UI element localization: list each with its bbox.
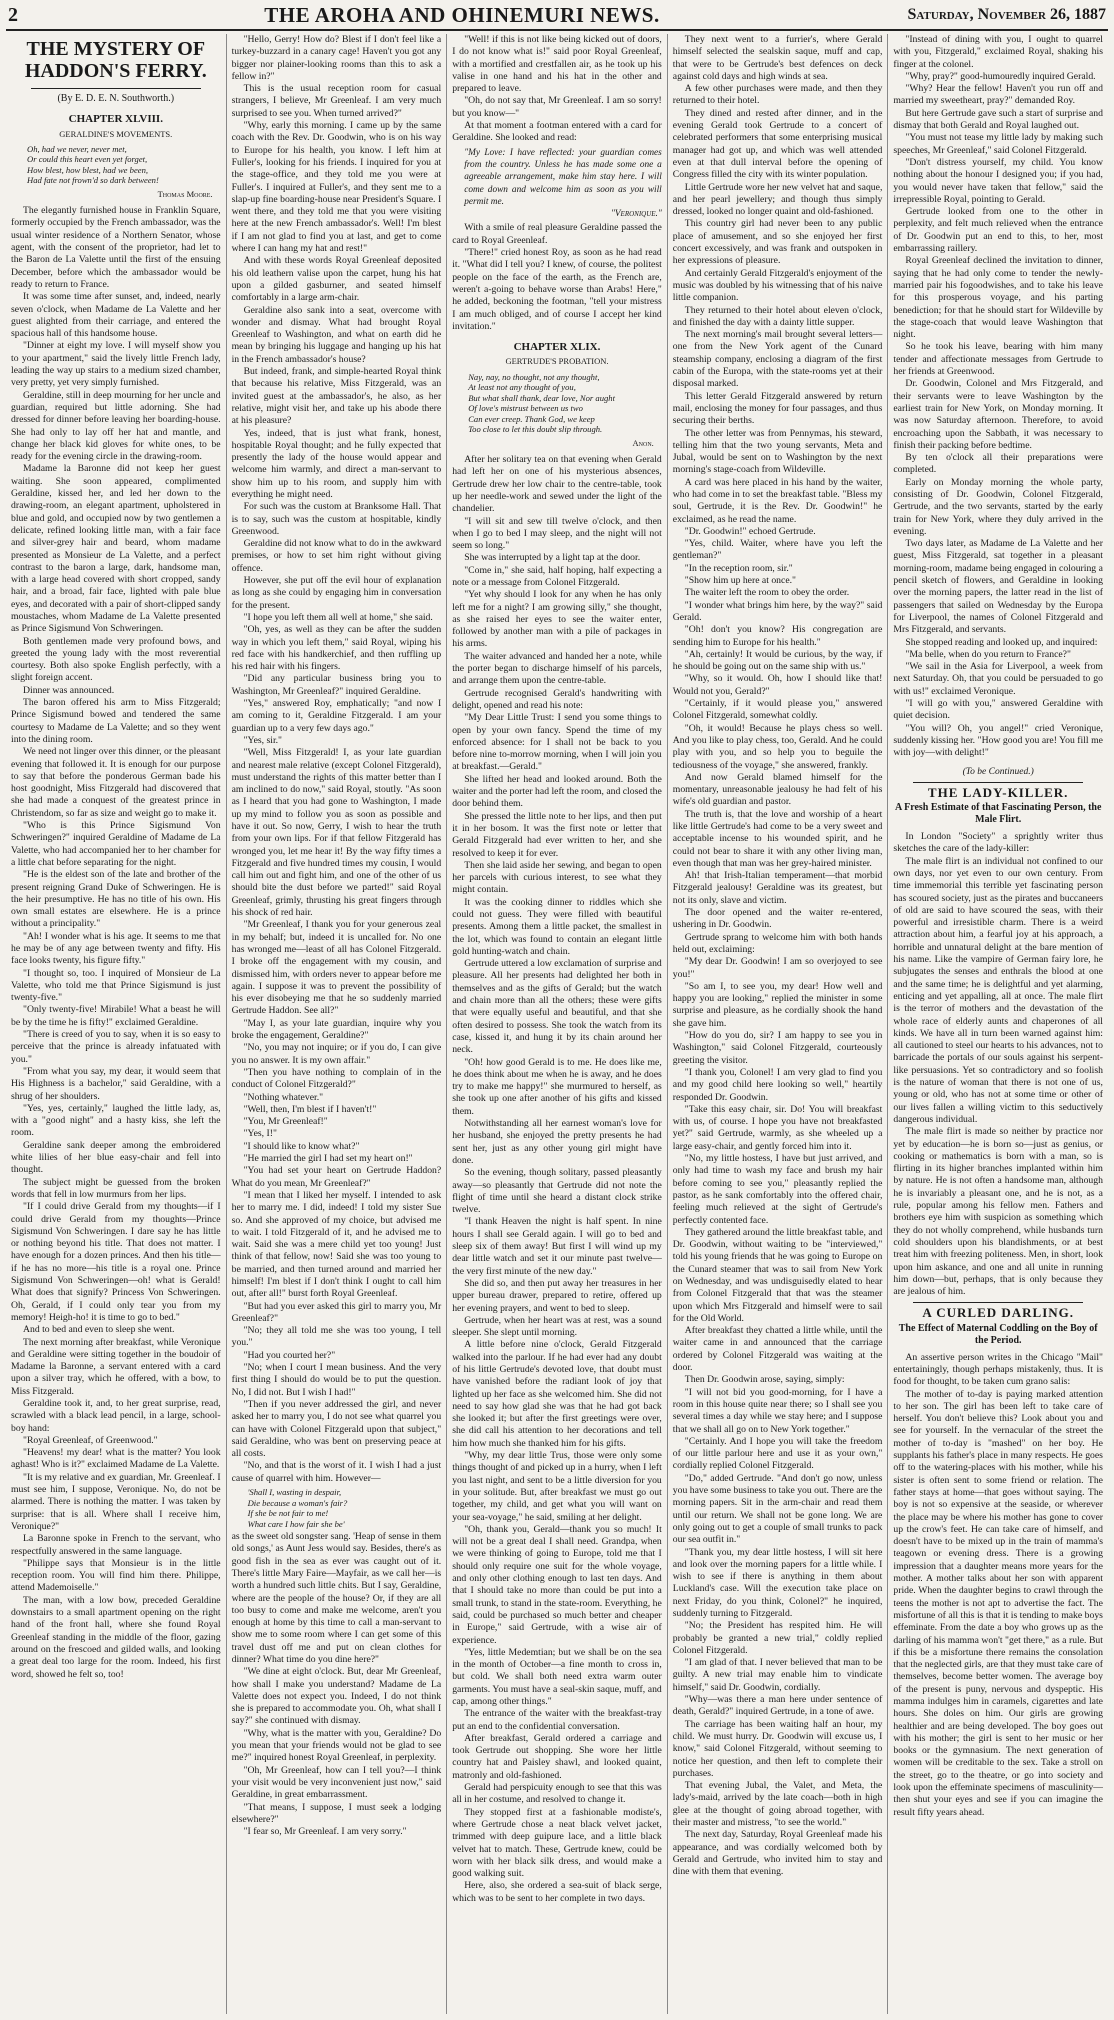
- paragraph: "There!" cried honest Roy, as soon as he had read it. "What did I tell you? I knew, of course, the politest people on the face of the earth, as the French are, weren't a-going to behave worse than Arabs! Here," he added, beckoning the footman, "tell your mistress I am much obliged, and of course I accept her kind invitation.": [452, 247, 662, 332]
- byline: (By E. D. E. N. Southworth.): [57, 93, 175, 104]
- paragraph: Royal Greenleaf declined the invitation to dinner, saying that he had only come to tender the newly-married pair his fogoodwishes, and to take his leave for this prosperous voyage, and his parting benediction; for that he should start for Wildeville by the stage-coach that would leave Washington that night.: [893, 255, 1103, 341]
- paragraph: A card was here placed in his hand by the waiter, who had come in to set the breakfast table. "Bless my soul, Gertrude, it is the Rev. Dr. Goodwin!" he exclaimed, as he read the name.: [672, 476, 883, 525]
- chapter-heading: CHAPTER XLVIII.: [68, 113, 163, 126]
- paragraph: "Certainly. And I hope you will take the freedom of our little parlour here and use it as your own," cordially replied Colonel Fitzgerald.: [672, 1435, 883, 1472]
- paragraph: "Why? Hear the fellow! Haven't you run off and married my sweetheart, pray?" demanded Roy.: [893, 83, 1103, 107]
- paragraph: "Well, then, I'm blest if I haven't!": [243, 1103, 377, 1115]
- paragraph: She did so, and then put away her treasures in her upper bureau drawer, prepared to retire, offered up her evening prayers, and went to bed to sleep.: [452, 1277, 662, 1314]
- page-number: 2: [8, 3, 18, 26]
- paragraph: "He is the eldest son of the late and brother of the present reigning Grand Duke of Schweringen. He is the heir presumptive. He has no title of his own. His own small estates are elsewhere. He is a prince without a principality.": [11, 869, 221, 930]
- paragraph: "I will sit and sew till twelve o'clock, and then when I go to bed I may sleep, and the night will not seem so long.": [452, 515, 662, 552]
- section-heading-curled-darling: A CURLED DARLING.: [922, 1305, 1075, 1321]
- paragraph: Both gentlemen made very profound bows, and greeted the young lady with the most reverential courtesy. Both also spoke English perfectly, with a slight foreign accent.: [11, 635, 221, 684]
- paragraph: "Well, Miss Fitzgerald! I, as your late guardian and nearest male relative (except Colonel Fitzgerald), must understand the rights of this matter better than I am inclined to do now," said Royal, stoutly. "As soon as I heard that you had gone to Washington, I made up my mind to follow you as soon as possible and have it out. So now, Gerry, I wish to hear the truth from your own lips. For if that fellow Fitzgerald has wronged you, let me hear it! By the way fifty times a Fitzgerald and five hundred times my cousin, I would call him out and fight him, and one of the other of us should bite the dust before we parted!" said Royal Greenleaf, grimly, thrusting his great fingers through his shock of red hair.: [231, 747, 442, 919]
- paragraph: The next day, Saturday, Royal Greenleaf made his appearance, and was cordially welcomed both by Gerald and Gertrude, who invited him to stay and dine with them that evening.: [672, 1829, 883, 1878]
- paragraphs: [452, 34, 662, 145]
- paragraph: "Oh, thank you, Gerald—thank you so much! It will not be a great deal I shall need. Grandpa, when we were thinking of going to Europe, told me that I should only require one suit for the whole voyage, and only other clothing enough to last ten days. And that I should take no more than could be put into a small trunk, to stand in the state-room. Everything, he said, could be purchased so much better and cheaper in Europe," said Gertrude, with a wise air of experience.: [452, 1523, 662, 1646]
- paragraph: "Why, pray?" good-humouredly inquired Gerald.: [905, 70, 1096, 82]
- paragraphs: [673, 34, 883, 1879]
- paragraph: And certainly Gerald Fitzgerald's enjoyment of the music was doubled by his witnessing that of his naive little companion.: [672, 267, 883, 304]
- paragraph: "Oh, Mr Greenleaf, how can I tell you?—I think your visit would be very inconvenient just now," said Geraldine, in great embarrassment.: [231, 1764, 442, 1801]
- paragraph: "Mr Greenleaf, I thank you for your generous zeal in my behalf; but, indeed it is uncalled for. No one has wronged me—least of all has Colonel Fitzgerald. I broke off the engagement with my cousin, and dismissed him, with orders never to appear before me again. I suppose it was to prevent the possibility of his ever disobeying me that he so suddenly married Gertrude Haddon. See all?": [231, 919, 442, 1017]
- verse-line: Oh, had we never, never met,: [27, 143, 127, 154]
- paragraph: They dined and rested after dinner, and in the evening Gerald took Gertrude to a concert of celebrated performers that some enterprising musical manager had got up, and which was well attended even at that dull interval before the opening of Congress filled the city with its winter population.: [672, 107, 883, 181]
- paragraph: "No, my little hostess, I have but just arrived, and only had time to wash my face and brush my hair before coming to see you," pleasantly replied the pastor, as he sank comfortably into the offered chair, feeling much relieved at the sight of Gertrude's perfectly contented face.: [672, 1153, 883, 1226]
- paragraph: The male flirt is an individual not confined to our own days, nor yet even to our own century. From time immemorial this terrible yet fascinating person has scoured society, just as the pirates and buccaneers of old are said to have scoured the seas, with their powerful and irresistible charm. There is a weird attraction about him, a fearful joy at his approach, a horrible and unnatural delight at the bare mention of his name. Like the vampire of German fairy lore, he subjugates the senses and enthrals the blood at one and the same time; he is delightful and yet alarming, enticing and yet appalling, all at once. The male flirt is the terror of mothers and the devastation of the whole race of elderly aunts and chaperones of all kinds. We have all in turn been warned against him: all cautioned to steel our hearts to his advances, not to barricade the portals of our souls against his serpent-like persuasions. Yet so contradictory and so foolish is the nature of woman that there is not one of us, young or old, who has not at some time or other of our lives fallen a willing victim to this seductively dangerous individual.: [893, 855, 1103, 1125]
- paragraph: "Yes, little Medemtian; but we shall be on the sea in the month of October—a fine month to cross in, but cold. We shall both need extra warm outer garments. You must have a seal-skin saque, muff, and cap, among other things.": [452, 1646, 662, 1707]
- paragraph: "You had set your heart on Gertrude Haddon? What do you mean, Mr Greenleaf?": [231, 1165, 442, 1189]
- paragraph: La Baronne spoke in French to the servant, who respectfully answered in the same language.: [11, 1533, 221, 1557]
- paragraph: The mother of to-day is paying marked attention to her son. The girl has been left to take care of herself. You don't believe this? Look about you and see for yourself. In the vernacular of the street the mother of to-day is "mashed" on her boy. He supplants his father's place in many respects. He goes off to the watering-places with his mother, while his sister is often sent to some friend or relation. The father stays at home—that goes without saying. The boy is not so expensive at the seaside, or wherever the place may be where his mother has gone to cover up the crow's feet. He can take care of himself, and doesn't have to be mixed up in the train of mamma's teagown or evening dress. There is a growing impression that a daughter means more years for the mother. A mother talks about her son with apparent pride. When the daughter begins to crawl through the teens the mother is not apt to advertise the fact. The misfortune of all this is that it is tending to make boys effeminate. From the date a boy who grows up as the darling of his mamma won't "get there," as a rule. But if this be a misfortune there remains the consolation that the neglected girls, are that they must take care of themselves, become better women. The average boy of the present is puny, nervous and dyspeptic. His mamma indulges him in caramels, cigarettes and late hours. She doles on him. Our girls are growing healthier and are being developed. The boy goes out with his mother; the girl is sent to her music or her books or the gymnasium. The next generation of women will be creditable to the sex. Take a stroll on the street, go to the theatre, or go into society and look upon the effeminate specimens of masculinity—then shut your eyes and see if you can imagine the result fifty years ahead.: [893, 1388, 1103, 1818]
- paragraph: "Why, early this morning. I came up by the same coach with the Rev. Dr. Goodwin, who is on his way to Europe for his health, you know. I left him at Fuller's, looking for his friends. I inquired for you at the stage-office, and they told me you were at Fuller's. I inquired at Fuller's, and they sent me to a slap-up fine boarding-house near President's Square. I went there, and they told me that you were visiting here at the new French ambassador's. Well! I'm blest if I am not glad to find you at last, and get to come where I can hang my hat and rest!": [231, 120, 442, 255]
- paragraph: "Why, my dear little Trus, those were only some things thought of and picked up in a hurry, when I left you last night, and sent to be a little diversion for you in your solitude. But, after breakfast we must go out together, my child, and get what you will want on your sea-voyage," he said, smiling at her delight.: [452, 1450, 662, 1523]
- verse-line: Had fate not frown'd so dark between!: [27, 175, 159, 186]
- paragraph: "Take this easy chair, sir. Do! You will breakfast with us, of course. I hope you have not breakfasted yet?" said Gertrude, warmly, as she wheeled up a large easy-chair, and gently forced him into it.: [672, 1103, 883, 1152]
- paragraph: as the sweet old songster sang. 'Heap of sense in them old songs,' as Aunt Jess would say. Besides, there's as good fish in the sea as ever was caught out of it. There's little Mary Faire—Mayfair, as we call her—is worth a hundred such little chits. But I say, Geraldine, where are the people of the house? Or, if they are all too busy to come and make me welcome, aren't you enough at home by this time to call a man-servant to show me to some room where I can get some of this travel dust off me and put on clean clothes for dinner? What time do you dine here?": [231, 1531, 442, 1665]
- masthead-rule: [6, 29, 1108, 31]
- verse-line: Of love's mistrust between us two: [468, 403, 583, 414]
- paragraph: The subject might be guessed from the broken words that fell in low murmurs from her lips.: [11, 1176, 221, 1200]
- paragraph: The baron offered his arm to Miss Fitzgerald; Prince Sigismund bowed and tendered the same courtesy to Madame de La Valette; and so they went into the dining room.: [11, 697, 221, 745]
- paragraph: By ten o'clock all their preparations were completed.: [893, 452, 1103, 476]
- column-4: [667, 34, 888, 2014]
- paragraph: Then she laid aside her sewing, and began to open her parcels with curious interest, to see what they might contain.: [452, 859, 662, 896]
- paragraph: "In the reception room, sir.": [684, 562, 793, 574]
- paragraph: "I thought so, too. I inquired of Monsieur de La Valette, who told me that Prince Sigismund is just twenty-five.": [11, 967, 221, 1004]
- epigraph: [11, 144, 221, 186]
- paragraphs: [893, 1352, 1103, 1819]
- verse-line: Or could this heart even yet forget,: [27, 154, 148, 165]
- paragraph: "It is my relative and ex guardian, Mr. Greenleaf. I must see him, I suppose, Veronique. No, do not be alarmed. There is nothing the matter. I was taken by surprise: that is all. Where shall I receive him, Veronique?": [11, 1471, 221, 1532]
- verse-line: If she be not fair to me!: [247, 1508, 329, 1519]
- paragraph: Yes, indeed, that is just what frank, honest, hospitable Royal thought; and he fully expected that presently the lady of the house would appear and welcome him warmly, and direct a man-servant to show him up to his room, and supply him with everything he might need.: [231, 427, 442, 500]
- paragraph: "Had you courted her?": [243, 1349, 336, 1361]
- paragraph: Then Dr. Goodwin arose, saying, simply:: [684, 1374, 845, 1386]
- verse-line: 'Shall I, wasting in despair,: [247, 1487, 342, 1498]
- paragraph: So the evening, though solitary, passed pleasantly away—so pleasantly that Gertrude did not note the flight of time until she heard a distant clock strike twelve.: [452, 1167, 662, 1216]
- section-subheading-curled-darling: The Effect of Maternal Coddling on the Boy of the Period.: [898, 1322, 1098, 1346]
- paragraph: She pressed the little note to her lips, and then put it in her bosom. It was the first note or letter that Gerald Fitzgerald had ever written to her, and she resolved to keep it for ever.: [452, 810, 662, 859]
- paragraph: "Oh, do not say that, Mr Greenleaf. I am so sorry! but you know—": [452, 95, 662, 119]
- paragraph: "No, and that is the worst of it. I wish I had a just cause of quarrel with him. However—: [231, 1460, 442, 1484]
- paragraphs: [452, 454, 662, 1905]
- paragraph: Early on Monday morning the whole party, consisting of Dr. Goodwin, Colonel Fitzgerald, Gertrude, and the two servants, started by the early train for New York, where they duly arrived in the evening.: [893, 476, 1103, 537]
- divider: [913, 782, 1083, 783]
- paragraph: "Come in," she said, half hoping, half expecting a note or a message from Colonel Fitzgerald.: [452, 564, 662, 588]
- paragraph: "Oh, yes, as well as they can be after the sudden way in which you left them," said Royal, wiping his red face with his handkerchief, and then ruffling up his red hair with his fingers.: [231, 624, 442, 673]
- column-1: [6, 34, 226, 2014]
- paragraph: "Ah! I wonder what is his age. It seems to me that he may be of any age between twenty and fifty. His face looks twenty, his figure fifty.": [11, 930, 221, 967]
- paragraph: The truth is, that the love and worship of a heart like little Gertrude's had come to be a very sweet and acceptable incense to his wounded spirit, and he could not bear to share it with any other living man, even though that man was her grey-haired minister.: [672, 808, 883, 869]
- paragraph: "You, Mr Greenleaf!": [243, 1116, 328, 1128]
- paragraph: Geraldine took it, and, to her great surprise, read, scrawled with a black lead pencil, in a large, school-boy hand:: [11, 1397, 221, 1434]
- paragraph: For such was the custom at Branksome Hall. That is to say, such was the custom at hospitable, kindly Greenwood.: [231, 501, 442, 537]
- paragraph: Gertrude sprang to welcome him with both hands held out, exclaiming:: [672, 931, 883, 955]
- paragraph: Ah! that Irish-Italian temperament—that morbid Fitzgerald jealousy! Geraldine was its greatest, but not its only, slave and victim.: [672, 870, 883, 906]
- paragraph: This country girl had never been to any public place of amusement, and so she enjoyed her first concert excessively, and was frank and outspoken in her expressions of pleasure.: [672, 218, 883, 267]
- paragraph: "There is creed of you to say, when it is so easy to perceive that the prince is already infatuated with you.": [11, 1029, 221, 1065]
- paragraph: "We dine at eight o'clock. But, dear Mr Greenleaf, how shall I make you understand? Madame de La Valette does not expect you. Indeed, I do not think she is prepared to accommodate you. Oh, what shall I say?" she continued with dismay.: [231, 1666, 442, 1727]
- paragraph: A few other purchases were made, and then they returned to their hotel.: [672, 83, 883, 107]
- paragraph: The man, with a low bow, preceded Geraldine downstairs to a small apartment opening on the right hand of the front hall, where she found Royal Greenleaf standing in the middle of the floor, gazing around on the frescoed and gilded walls, and looking a great deal too large for the room. Indeed, his first word, showed he felt so, too!: [11, 1594, 221, 1680]
- paragraph: The waiter left the room to obey the order.: [684, 587, 850, 599]
- paragraph: "Hello, Gerry! How do? Blest if I don't feel like a turkey-buzzard in a canary cage! Haven't you got any bigger nor plainer-looking rooms than this to ask a fellow in?": [231, 34, 442, 82]
- paragraph: She was interrupted by a light tap at the door.: [464, 552, 641, 564]
- paragraph: "Show him up here at once.": [684, 575, 796, 587]
- paragraph: "I should like to know what?": [243, 1140, 360, 1152]
- paragraph: "That means, I suppose, I must seek a lodging elsewhere?": [231, 1801, 442, 1825]
- column-5: [887, 34, 1108, 2014]
- paragraph: "I will not bid you good-morning, for I have a room in this house quite near there; so I shall see you several times a day while we stay here; and I suppose that we shall all go on to New York together.": [672, 1386, 883, 1435]
- paragraph: And with these words Royal Greenleaf deposited his old leathern valise upon the carpet, hung his hat upon a gilded gasburner, and seated himself comfortably in a large arm-chair.: [231, 255, 442, 304]
- paragraph: "I wonder what brings him here, by the way?" said Gerald.: [672, 599, 883, 623]
- paragraph: Here, also, she ordered a sea-suit of black serge, which was to be sent to her complete in two days.: [452, 1880, 662, 1904]
- chapter-heading: CHAPTER XLIX.: [513, 341, 601, 354]
- paragraph: A little before nine o'clock, Gerald Fitzgerald walked into the parlour. If he had ever had any doubt of his little Gertrude's devoted love, that doubt must have vanished before the radiant look of joy that lighted up her face as she welcomed him. She did not need to say how glad she was that he had got back she looked it; but after the first greetings were over, she did call his attention to her decorations and tell him how much she thanked him for his gifts.: [452, 1339, 662, 1449]
- paragraph: Gertrude looked from one to the other in perplexity, and felt much relieved when the entrance of Dr. Goodwin put an end to this, to her, most embarrassing raillery.: [893, 206, 1103, 255]
- paragraph: "I am glad of that. I never believed that man to be guilty. A new trial may enable him to vindicate himself," said Dr. Goodwin, cordially.: [672, 1657, 883, 1693]
- paragraph: "I thank Heaven the night is half spent. In nine hours I shall see Gerald again. I will go to bed and sleep six of them away! But first I will wind up my dear little watch and set it our minute past twelve—the very first minute of the new day.": [452, 1216, 662, 1277]
- paragraph: "Why, what is the matter with you, Geraldine? Do you mean that your friends would not be glad to see me?" inquired honest Royal Greenleaf, in perplexity.: [231, 1727, 442, 1764]
- verse-line: What care I how fair she be': [247, 1518, 345, 1529]
- paragraph: "Royal Greenleaf, of Greenwood.": [23, 1434, 158, 1446]
- issue-date: Saturday, November 26, 1887: [907, 6, 1106, 23]
- paragraph: "Yes," answered Roy, emphatically; "and now I am coming to it, Geraldine Fitzgerald. I am your guardian up to a very few days ago.": [231, 698, 442, 734]
- paragraph: "I thank you, Colonel! I am very glad to find you and my good child here looking so well," heartily responded Dr. Goodwin.: [672, 1066, 883, 1103]
- paragraph: So he took his leave, bearing with him many tender and affectionate messages from Gertrude to her friends at Greenwood.: [893, 341, 1103, 378]
- paragraph: But indeed, frank, and simple-hearted Royal think that because his relative, Miss Fitzgerald, was an invited guest at the ambassador's, he also, as her relative, might visit her, and take up his abode there at his pleasure?: [231, 366, 442, 427]
- column-2: [226, 34, 447, 2014]
- paragraph: Madame la Baronne did not keep her guest waiting. She soon appeared, complimented Geraldine, kissed her, and led her down to the drawing-room, an elegant apartment, upholstered in blue and gold, and occupied now by two gentlemen a delicate, refined looking little man, with a fair face and silver-grey hair and beard, whom madame presented as Monsieur de La Valette, and a perfect contrast to the baron a large, dark, handsome man, with a large head covered with short cropped, sandy hair, and a broad, fair face, lighted with pale blue eyes, and decorated with a pair of short-clipped sandy moustaches, whom Madame de La Valette presented as Prince Sigismund Von Schweringen.: [11, 463, 221, 635]
- paragraphs: [232, 34, 442, 1485]
- paragraph: They returned to their hotel about eleven o'clock, and finished the day with a dainty little supper.: [672, 304, 883, 328]
- paragraph: "Don't distress yourself, my child. You know nothing about the honour I designed you; if you had, you would never have taken that fellow," said the irrepressible Royal, pointing to Gerald.: [893, 156, 1103, 205]
- to-be-continued: (To be Continued.): [962, 766, 1034, 777]
- paragraph: "Who is this Prince Sigismund Von Schweringen?" inquired Geraldine of Madame de La Valette, who had accompanied her to her chamber for a little chat before separating for the night.: [11, 820, 221, 868]
- paragraph: "Philippe says that Monsieur is in the little reception room. You will find him there. Philippe, attend Mademoiselle.": [11, 1557, 221, 1594]
- paragraph: After her solitary tea on that evening when Gerald had left her on one of his mysterious absences, Gertrude drew her low chair to the centre-table, took up her needle-work and sewed under the light of the chandelier.: [452, 454, 662, 515]
- paragraph: Gertrude, when her heart was at rest, was a sound sleeper. She slept until morning.: [452, 1314, 662, 1339]
- paragraph: The other letter was from Pennymas, his steward, telling him that the two young servants, Meta and Jubal, would be sent on to Washington by the next morning's stage-coach from Wildeville.: [672, 427, 883, 476]
- paragraph: The male flirt is made so neither by practice nor yet by education—he is born so—just as genius, or cooking or mathematics is born with a man, so is flirting in its higher branches implanted within him by nature. He is not often a handsome man, although he is invariably a pleasant one, and he is not, as a rule, popular among his fellow men. Fathers and brothers eye him with suspicion as something which they do not wholly comprehend, while husbands turn cold shoulders upon his blandishments, or at best treat him with freezing politeness. Men, in short, look upon him askance, and one and all unite in running him down—but, perhaps, that is only because they are jealous of him.: [893, 1126, 1103, 1298]
- paragraph: "Oh! don't you know? His congregation are sending him to Europe for his health.": [672, 624, 883, 648]
- paragraph: We need not linger over this dinner, or the pleasant evening that followed it. It is enough for our purpose to say that before the ponderous German bade his host goodnight, Miss Fitzgerald had discovered that she had made a conquest of the greatest prince in Christendom, so far as size and weight go to make it.: [11, 746, 221, 819]
- paragraph: Geraldine sank deeper among the embroidered white lilies of her blue easy-chair and fell into thought.: [11, 1139, 221, 1176]
- paragraph: "Oh! how good Gerald is to me. He does like me, he does think about me when he is away, and he does try to make me happy!" she murmured to herself, as she took up one after another of his gifts and kissed them.: [452, 1056, 662, 1117]
- verse-line: At least not any thought of you,: [468, 382, 576, 393]
- paragraph: This is the usual reception room for casual strangers, I believe, Mr Greenleaf. I am very much surprised to see you. When turned arrived?": [231, 83, 442, 119]
- columns: [6, 34, 1108, 2014]
- paragraph: "Dr. Goodwin!" echoed Gertrude.: [684, 525, 816, 537]
- paragraph: Geraldine, still in deep mourning for her uncle and guardian, required but little adorning. She had dressed for dinner before leaving her boarding-house. She had only to lay off her hat and mantle, and change her black kid gloves for white ones, to be ready for the evening circle in the drawing-room.: [11, 389, 221, 463]
- paragraph: Notwithstanding all her earnest woman's love for her husband, she enjoyed the pretty presents he had sent her, just as any other young girl might have done.: [452, 1118, 662, 1166]
- paragraph: "From what you say, my dear, it would seem that His Highness is a bachelor," said Geraldine, with a shrug of her shoulders.: [11, 1065, 221, 1102]
- paragraph: An assertive person writes in the Chicago "Mail" entertainingly, though perhaps mistakenly, thus. It is food for thought, to be taken cum grano salis:: [893, 1351, 1103, 1388]
- paragraph: "You will? Oh, you angel!" cried Veronique, suddenly kissing her. "How good you are! You fill me with joy—with delight!": [893, 722, 1103, 759]
- paragraph: "He married the girl I had set my heart on!": [243, 1153, 413, 1165]
- paragraph: "Well! if this is not like being kicked out of doors, I do not know what is!" said poor Royal Greenleaf, with a mortified and crestfallen air, as he took up his valise in one hand and his hat in the other and prepared to leave.: [452, 34, 662, 95]
- paragraph: In London "Society" a sprightly writer thus sketches the care of the lady-killer:: [893, 831, 1103, 855]
- paragraph: And now Gerald blamed himself for the momentary, unreasonable jealousy he had felt of his wife's old guardian and pastor.: [672, 771, 883, 808]
- paragraphs: [11, 205, 221, 1681]
- verse-line: Can ever creep. Thank God, we keep: [468, 413, 595, 424]
- paragraph: "Yes, yes, certainly," laughed the little lady, as, with a "good night" and a hasty kiss, she left the room.: [11, 1102, 221, 1139]
- epigraph-attribution: Thomas Moore.: [157, 188, 213, 199]
- paragraph: "Why, so it would. Oh, how I should like that! Would not you, Gerald?": [672, 673, 883, 697]
- paragraph: The waiter advanced and handed her a note, while the porter began to discharge himself of his parcels, and arrange them upon the centre-table.: [452, 650, 662, 687]
- paragraph: "May I, as your late guardian, inquire why you broke the engagement, Geraldine?": [231, 1017, 442, 1042]
- paragraphs: [452, 222, 662, 333]
- epigraph-attribution: Anon.: [632, 437, 654, 448]
- paragraphs: [893, 34, 1103, 760]
- verse-line: Nay, nay, no thought, not any thought,: [468, 371, 600, 382]
- paragraph: Dr. Goodwin, Colonel and Mrs Fitzgerald, and their servants were to leave Washington by the earliest train for New York, on Monday morning. It was now Saturday afternoon. Therefore, to avoid encroaching upon the Sabbath, it was necessary to finish their packing before bedtime.: [893, 378, 1103, 451]
- paragraph: "Dinner at eight my love. I will myself show you to your apartment," said the lively little French lady, leading the way up stairs to a medium sized chamber, very pretty, yet very simply furnished.: [11, 340, 221, 389]
- paragraph: After breakfast they chatted a little while, until the waiter came in and announced that the carriage ordered by Colonel Fitzgerald was waiting at the door.: [672, 1325, 883, 1374]
- paragraph: They stopped first at a fashionable modiste's, where Gertrude chose a neat black velvet jacket, trimmed with deep guipure lace, and a little black velvet hat to match. These, Gertrude knew, could be worn with her black silk dress, and would make a good walking suit.: [452, 1806, 662, 1880]
- paragraph: "Nothing whatever.": [243, 1091, 324, 1103]
- paragraphs: [232, 1531, 442, 1838]
- paragraph: Dinner was announced.: [23, 684, 115, 696]
- paragraph: "Thank you, my dear little hostess, I will sit here and look over the morning papers for a little while. I wish to see if there is anything in them about Luckland's case. Will the execution take place on next Friday, do you think, Colonel?" he inquired, suddenly turning to Fitzgerald.: [672, 1546, 883, 1619]
- paragraph: "Do," added Gertrude. "And don't go now, unless you have some business to take you out. There are the morning papers. Sit in the arm-chair and read them until our return. We shall not be gone long. We are only going out to get a couple of small trunks to pack our sea outfit in.": [672, 1472, 883, 1546]
- paragraph: The next morning's mail brought several letters—one from the New York agent of the Cunard steamship company, enclosing a diagram of the first cabin of the Europa, with the state-rooms yet at their disposal marked.: [672, 329, 883, 390]
- paragraphs: [893, 831, 1103, 1298]
- paragraph: Gerald had perspicuity enough to see that this was all in her costume, and resolved to change it.: [452, 1782, 662, 1806]
- paragraph: "Yes, I!": [243, 1128, 277, 1140]
- paragraph: "Then if you never addressed the girl, and never asked her to marry you, I do not see what quarrel you can have with Colonel Fitzgerald upon that subject," said Geraldine, who was bent on preserving peace at all costs.: [231, 1398, 442, 1460]
- paragraph: The elegantly furnished house in Franklin Square, formerly occupied by the French ambassador, was the usual winter residence of a Northern Senator, whose agent, with the consent of the proprietor, had let to the Baron de La Valette until the first of the ensuing December, before which the ambassador would be ready to return to France.: [11, 205, 221, 290]
- paragraph: Two days later, as Madame de La Valette and her guest, Miss Fitzgerald, sat together in a pleasant morning-room, madame being engaged in colouring a pencil sketch of flowers, and Geraldine in looking over the morning papers, the latter read in the list of passengers that sailed on Wednesday by the Europa for Liverpool, the names of Colonel Fitzgerald and Mrs Fitzgerald, and servants.: [893, 538, 1103, 636]
- paragraph: "My dear Dr. Goodwin! I am so overjoyed to see you!": [672, 956, 883, 980]
- paragraph: After breakfast, Gerald ordered a carriage and took Gertrude out shopping. She wore her little country hat and Paisley shawl, and looked quaint, matronly and old-fashioned.: [452, 1732, 662, 1781]
- card-note: [464, 147, 662, 221]
- card-note-signature: "Veronique.": [610, 209, 662, 220]
- paragraph: "I fear so, Mr Greenleaf. I am very sorry.": [243, 1826, 407, 1838]
- chapter-subtitle: GERTRUDE'S PROBATION.: [505, 356, 609, 367]
- paragraph: "Yes, child. Waiter, where have you left the gentleman?": [672, 538, 883, 562]
- paragraph: Geraldine also sank into a seat, overcome with wonder and dismay. What had brought Royal Greenleaf to Washington, and what on earth did he mean by bringing his luggage and hanging up his hat in the French ambassador's house?: [231, 304, 442, 365]
- paragraph: The carriage has been waiting half an hour, my child. We must hurry. Dr. Goodwin will excuse us, I know," said Colonel Fitzgerald, without seeming to notice her question, and then left to complete their purchases.: [672, 1718, 883, 1779]
- paragraph: At that moment a footman entered with a card for Geraldine. She looked and read:: [452, 120, 662, 144]
- paragraph: "No; the President has respited him. He will probably be granted a new trial," coldly replied Colonel Fitzgerald.: [672, 1620, 883, 1656]
- divider: [913, 1302, 1083, 1303]
- paragraph: She stopped reading and looked up, and inquired:: [905, 636, 1098, 648]
- paragraph: But here Gertrude gave such a start of surprise and dismay that both Gerald and Royal laughed out.: [893, 107, 1103, 132]
- paragraph: "We sail in the Asia for Liverpool, a week from next Saturday. Oh, that you could be persuaded to go with us!" exclaimed Veronique.: [893, 661, 1103, 697]
- paragraph: "No; when I court I mean business. And the very first thing I should do would be to put the question. No, I did not. But I wish I had!": [231, 1362, 442, 1398]
- section-heading-lady-killer: THE LADY-KILLER.: [927, 784, 1069, 800]
- epigraph: [452, 372, 662, 435]
- paragraph: "Heavens! my dear! what is the matter? You look aghast! Who is it?" exclaimed Madame de La Valette.: [11, 1447, 221, 1471]
- paragraph: "Certainly, if it would please you," answered Colonel Fitzgerald, somewhat coldly.: [672, 698, 883, 722]
- paragraph: "You must not tease my little lady by making such speeches, Mr Greenleaf," said Colonel Fitzgerald.: [893, 132, 1103, 156]
- paragraph: They gathered around the little breakfast table, and Dr. Goodwin, without waiting to be "interviewed," told his young friends that he was going to Europe on the Cunard steamer that was to sail from New York on Wednesday, and was undisguisedly elated to hear from Colonel Fitzgerald that that was the steamer upon which Mrs Fitzgerald and himself were to sail for the Old World.: [672, 1226, 883, 1324]
- paragraph: Little Gertrude wore her new velvet hat and saque, and her pearl jewellery; and though thus simply dressed, looked no longer quaint and old-fashioned.: [672, 181, 883, 218]
- paragraph: That evening Jubal, the Valet, and Meta, the lady's-maid, arrived by the late coach—both in high glee at the thought of going abroad together, with their master and mistress, "to see the world.": [672, 1780, 883, 1829]
- paragraph: "Yet why should I look for any when he has only left me for a night? I am growing silly," she thought, as she raised her eyes to see the waiter enter, followed by another man with a pile of packages in his arms.: [452, 589, 662, 650]
- paragraph: "My Dear Little Trust: I send you some things to open by your own fancy. Spend the time of my enforced absence: for I shall not be back to you before nine to-morrow morning, when I will join you at breakfast.—Gerald.": [452, 712, 662, 773]
- verse-line: How blest, how blest, had we been,: [27, 164, 149, 175]
- paragraph: It was the cooking dinner to riddles which she could not guess. They were filled with beautiful presents. Among them a little packet, the smallest in the lot, which was found to contain an elegant little gold hunting-watch and chain.: [452, 896, 662, 957]
- paragraph: "I mean that I liked her myself. I intended to ask her to marry me. I did, indeed! I told my sister Sue so. And she approved of my choice, but advised me to wait. I told Fitzgerald of it, and he advised me to wait. Said she was a mere child yet too young! Just think of that fellow, now! Said she was too young to be married, and then turned around and married her himself! I'm blest if I don't think I ought to call him out, after all!" burst forth Royal Greenleaf.: [231, 1189, 442, 1300]
- paragraph: The door opened and the waiter re-entered, ushering in Dr. Goodwin.: [672, 907, 883, 931]
- story-title: THE MYSTERY OF HADDON'S FERRY.: [24, 38, 207, 82]
- paragraph: "Only twenty-five! Mirabile! What a beast he will be by the time he is fifty!" exclaimed Geraldine.: [11, 1004, 221, 1028]
- paragraph: However, she put off the evil hour of explanation as long as she could by engaging him in conversation for the present.: [231, 575, 442, 611]
- paragraph: "No, you may not inquire; or if you do, I can give you no answer. It is my own affair.": [231, 1042, 442, 1066]
- paragraph: "Ma belle, when do you return to France?": [905, 648, 1071, 660]
- paragraph: "So am I, to see you, my dear! How well and happy you are looking," replied the minister in some surprise and pleasure, as he cordially shook the hand she gave him.: [672, 980, 883, 1029]
- card-note-text: "My Love: I have reflected: your guardian comes from the country. Unless he has made some one a agreeable arrangement, make him stay here. I will come down and welcome him as soon as you will permit me.: [464, 147, 662, 207]
- paragraph: The entrance of the waiter with the breakfast-tray put an end to the confidential conversation.: [452, 1708, 662, 1732]
- paragraph: This letter Gerald Fitzgerald answered by return mail, enclosing the money for four passages, and thus securing their berths.: [672, 390, 883, 427]
- paragraph: Gertrude uttered a low exclamation of surprise and pleasure. All her presents had delighted her both in themselves and as the gifts of Gerald; but the watch and chain more than all the others; these were gifts that were equally useful and beautiful, and that she often desired to possess. She took the watch from its case, kissed it, and hung it by its chain around her neck.: [452, 958, 662, 1056]
- paragraph: "I hope you left them all well at home," she said.: [243, 611, 433, 623]
- paragraph: She lifted her head and looked around. Both the waiter and the porter had left the room, and closed the door behind them.: [452, 773, 662, 810]
- column-3: [446, 34, 667, 2014]
- paragraph: "Instead of dining with you, I ought to quarrel with you, Fitzgerald," exclaimed Royal, shaking his finger at the colonel.: [893, 34, 1103, 70]
- paragraph: "Then you have nothing to complain of in the conduct of Colonel Fitzgerald?": [231, 1066, 442, 1091]
- paragraph: "No; they all told me she was too young, I tell you.": [231, 1325, 442, 1349]
- newspaper-title: THE AROHA AND OHINEMURI NEWS.: [264, 2, 660, 27]
- paragraph: "Oh, it would! Because he plays chess so well. And you like to play chess, too, Gerald. And he could play with you, and so help you to beguile the tediousness of the voyage," she answered, frankly.: [672, 722, 883, 771]
- section-subheading-lady-killer: A Fresh Estimate of that Fascinating Person, the Male Flirt.: [894, 802, 1102, 826]
- paragraph: "Yes, sir.": [243, 734, 283, 746]
- paragraph: They next went to a furrier's, where Gerald himself selected the sealskin saque, muff and cap, that were to be Gertrude's best defences on deck against cold days and high winds at sea.: [672, 34, 883, 82]
- paragraph: Gertrude recognised Gerald's handwriting with delight, opened and read his note:: [452, 687, 662, 711]
- verse-line: Die because a woman's fair?: [247, 1497, 348, 1508]
- song-quote: [232, 1487, 442, 1529]
- verse-line: But what shall thank, dear love, Nor aught: [468, 392, 615, 403]
- masthead: [8, 2, 1106, 28]
- paragraph: "If I could drive Gerald from my thoughts—if I could drive Gerald from my thoughts—Prince Sigismund Von Schweringen. I dare say he has little or nothing beyond his title. That does not matter. I have enough for a dozen princes. And then his title—if he has no more—his title is a royal one. Prince Sigismund Von Schweringen—oh! what is Gerald! What does that signify? Princess Von Schweringen. Oh, Gerald, if I could only tear you from my memory! Heigh-ho! it is time to go to bed.": [11, 1201, 221, 1323]
- paragraph: It was some time after sunset, and, indeed, nearly seven o'clock, when Madame de La Valette and her guest alighted from their carriage, and entered the spacious hall of this handsome house.: [11, 291, 221, 340]
- verse-line: Too close to let this doubt slip through.: [468, 424, 603, 435]
- paragraph: The next morning after breakfast, while Veronique and Geraldine were sitting together in the boudoir of Madame la Baronne, a servant entered with a card upon a silver tray, which he offered, with a bow, to Miss Fitzgerald.: [11, 1336, 221, 1397]
- paragraph: "How do you do, sir? I am happy to see you in Washington," said Colonel Fitzgerald, courteously greeting the visitor.: [672, 1030, 883, 1066]
- paragraph: And to bed and even to sleep she went.: [23, 1324, 175, 1336]
- paragraph: "Why—was there a man here under sentence of death, Gerald?" inquired Gertrude, in a tone of awe.: [672, 1694, 883, 1718]
- chapter-subtitle: GERALDINE'S MOVEMENTS.: [59, 128, 173, 139]
- paragraph: "Did any particular business bring you to Washington, Mr Greenleaf?" inquired Geraldine.: [231, 673, 442, 697]
- paragraph: "But had you ever asked this girl to marry you, Mr Greenleaf?": [231, 1300, 442, 1324]
- divider: [31, 88, 201, 89]
- paragraph: Geraldine did not know what to do in the awkward premises, or how to set him right without giving offence.: [231, 538, 442, 574]
- paragraph: "Ah, certainly! It would be curious, by the way, if he should be going out on the same ship with us.": [672, 648, 883, 673]
- paragraph: "I will go with you," answered Geraldine with quiet decision.: [893, 698, 1103, 722]
- paragraph: With a smile of real pleasure Geraldine passed the card to Royal Greenleaf.: [452, 222, 662, 246]
